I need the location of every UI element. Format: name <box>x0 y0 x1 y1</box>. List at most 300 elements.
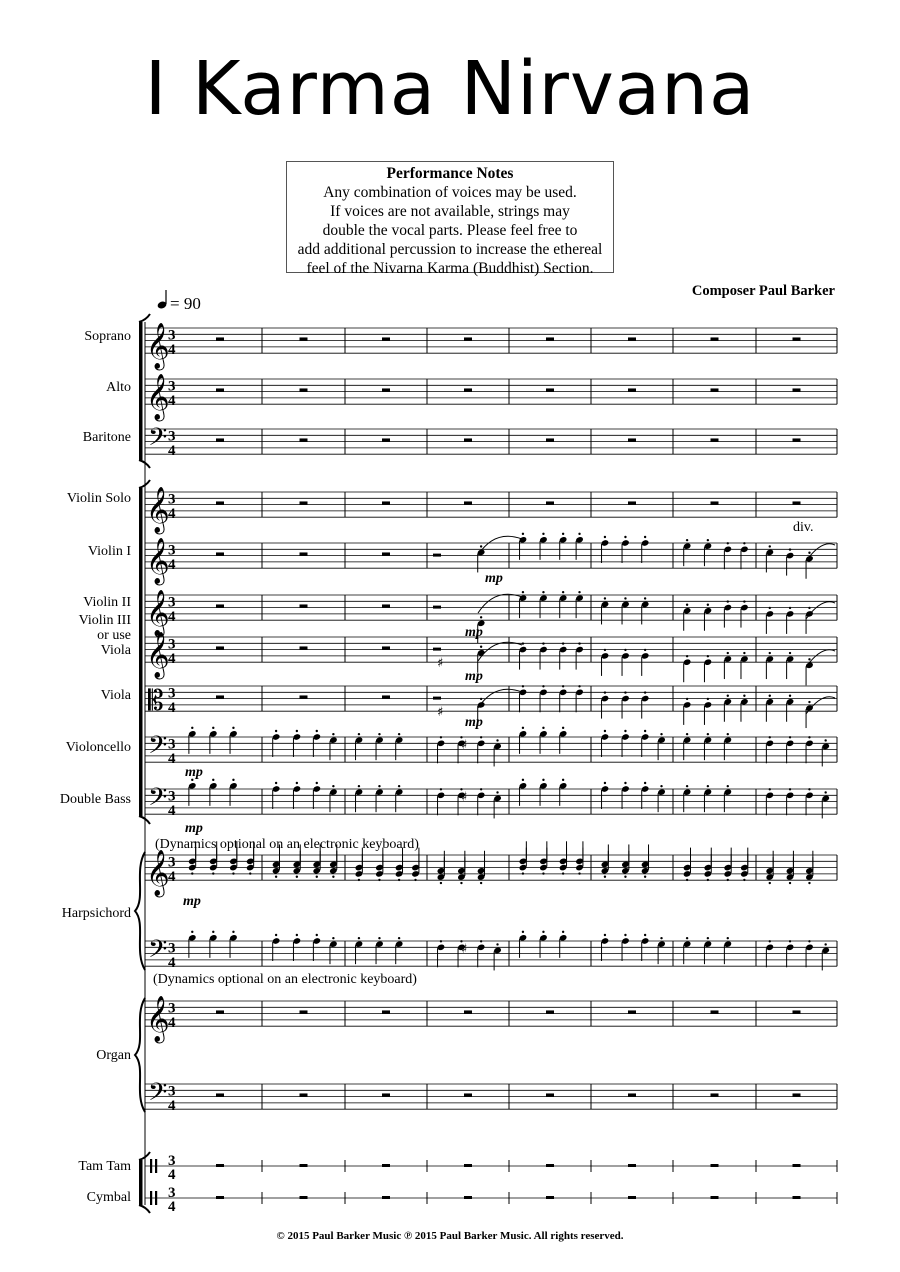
time-signature-bottom: 4 <box>168 1199 176 1215</box>
staccato-dot <box>522 591 524 593</box>
whole-rest <box>216 438 224 441</box>
whole-rest <box>464 337 472 340</box>
time-signature-bottom: 4 <box>168 651 176 668</box>
staccato-dot <box>522 779 524 781</box>
staccato-dot <box>686 785 688 787</box>
staccato-dot <box>578 642 580 644</box>
rest <box>382 1196 390 1199</box>
staccato-dot <box>542 727 544 729</box>
staccato-dot <box>542 931 544 933</box>
instrument-label-violin-solo <box>67 491 131 506</box>
sharp-sign: ♯ <box>437 705 444 720</box>
whole-rest <box>546 388 554 391</box>
staccato-dot <box>604 782 606 784</box>
staccato-dot <box>358 785 360 787</box>
rest <box>300 1196 308 1199</box>
staccato-dot <box>727 785 729 787</box>
whole-rest <box>628 388 636 391</box>
rest <box>300 1164 308 1167</box>
time-signature-top: 3 <box>168 1185 176 1201</box>
staccato-dot <box>522 685 524 687</box>
staccato-dot <box>480 736 482 738</box>
staccato-dot <box>542 872 544 874</box>
staccato-dot <box>542 779 544 781</box>
staccato-dot <box>440 940 442 942</box>
staccato-dot <box>808 701 810 703</box>
staccato-dot <box>414 879 416 881</box>
staccato-dot <box>789 695 791 697</box>
staccato-dot <box>522 727 524 729</box>
time-signature-bottom: 4 <box>168 869 176 886</box>
time-signature-top: 3 <box>168 428 176 445</box>
bracket-bar <box>139 322 143 460</box>
instrument-label-line: Baritone <box>82 430 131 445</box>
staccato-dot <box>808 552 810 554</box>
staccato-dot <box>644 536 646 538</box>
staccato-dot <box>624 691 626 693</box>
whole-rest <box>382 501 390 504</box>
staccato-dot <box>562 685 564 687</box>
whole-rest <box>628 438 636 441</box>
staccato-dot <box>727 733 729 735</box>
tempo-text: = 90 <box>170 294 201 313</box>
whole-rest <box>464 501 472 504</box>
instrument-label-violoncello <box>66 740 131 755</box>
staccato-dot <box>624 934 626 936</box>
whole-rest <box>711 1010 719 1013</box>
staccato-dot <box>808 788 810 790</box>
staccato-dot <box>686 879 688 881</box>
staccato-dot <box>769 788 771 790</box>
staccato-dot <box>398 937 400 939</box>
staccato-dot <box>332 937 334 939</box>
staccato-dot <box>769 736 771 738</box>
instrument-label-line: Harpsichord <box>61 906 131 921</box>
staccato-dot <box>727 879 729 881</box>
treble-clef: 𝄞 <box>146 487 170 534</box>
staccato-dot <box>480 788 482 790</box>
rest <box>216 1196 224 1199</box>
staccato-dot <box>440 788 442 790</box>
staccato-dot <box>358 937 360 939</box>
treble-clef: 𝄞 <box>146 590 170 637</box>
staccato-dot <box>789 607 791 609</box>
time-signature-top: 3 <box>168 854 176 871</box>
staccato-dot <box>624 597 626 599</box>
staccato-dot <box>727 652 729 654</box>
harpsichord-brace <box>135 852 145 970</box>
tempo-marking <box>157 290 201 313</box>
rest <box>711 1196 719 1199</box>
whole-rest <box>216 501 224 504</box>
performance-notes-heading: Performance Notes <box>386 165 514 182</box>
staccato-dot <box>604 536 606 538</box>
staccato-dot <box>191 931 193 933</box>
whole-rest <box>216 337 224 340</box>
rest <box>793 1196 801 1199</box>
dynamic-mp: mp <box>465 669 483 684</box>
sharp-sign: ♯ <box>461 738 468 753</box>
whole-rest <box>628 1093 636 1096</box>
whole-rest <box>300 552 308 555</box>
whole-rest <box>711 438 719 441</box>
time-signature-bottom: 4 <box>168 751 176 768</box>
whole-rest <box>216 604 224 607</box>
time-signature-bottom: 4 <box>168 609 176 626</box>
time-signature-bottom: 4 <box>168 393 176 410</box>
time-signature-bottom: 4 <box>168 1015 176 1032</box>
instrument-label-line: Violin III <box>78 613 131 628</box>
time-signature-top: 3 <box>168 1083 176 1100</box>
staccato-dot <box>686 539 688 541</box>
staccato-dot <box>191 872 193 874</box>
whole-rest <box>382 1010 390 1013</box>
staccato-dot <box>275 730 277 732</box>
staccato-dot <box>624 730 626 732</box>
staccato-dot <box>578 872 580 874</box>
time-signature-bottom: 4 <box>168 506 176 523</box>
staccato-dot <box>480 545 482 547</box>
time-signature-top: 3 <box>168 736 176 753</box>
whole-rest <box>546 501 554 504</box>
staccato-dot <box>624 649 626 651</box>
time-signature-bottom: 4 <box>168 1167 176 1183</box>
whole-rest <box>216 552 224 555</box>
staccato-dot <box>480 940 482 942</box>
staff-cymbal <box>145 1185 837 1215</box>
staccato-dot <box>480 698 482 700</box>
staccato-dot <box>824 739 826 741</box>
treble-clef: 𝄞 <box>146 850 170 897</box>
staff-organ-low <box>145 1078 837 1114</box>
staccato-dot <box>624 876 626 878</box>
instrument-label-line: Viola <box>100 643 131 658</box>
staccato-dot <box>398 785 400 787</box>
slur <box>478 642 522 661</box>
bass-clef: 𝄢 <box>148 1077 168 1113</box>
sharp-sign: ♯ <box>461 942 468 957</box>
instrument-label-alto <box>106 380 131 395</box>
instrument-label-line: Cymbal <box>86 1190 131 1205</box>
bracket-hook <box>139 314 150 322</box>
staccato-dot <box>727 695 729 697</box>
whole-rest <box>711 501 719 504</box>
rest <box>382 1164 390 1167</box>
time-signature-top: 3 <box>168 542 176 559</box>
rest <box>546 1164 554 1167</box>
staccato-dot <box>296 782 298 784</box>
staccato-dot <box>686 733 688 735</box>
staccato-dot <box>378 785 380 787</box>
half-rest <box>433 648 441 651</box>
staff-viola <box>145 684 837 717</box>
staccato-dot <box>440 736 442 738</box>
time-signature-top: 3 <box>168 491 176 508</box>
staccato-dot <box>232 872 234 874</box>
staccato-dot <box>707 879 709 881</box>
time-signature-top: 3 <box>168 1000 176 1017</box>
slur <box>478 594 522 613</box>
staccato-dot <box>398 879 400 881</box>
whole-rest <box>793 1010 801 1013</box>
copyright-notice: © 2015 Paul Barker Music ℗ 2015 Paul Barker Music. All rights reserved. <box>276 1230 624 1242</box>
staff-soprano <box>145 323 837 371</box>
instrument-labels <box>60 329 132 1205</box>
staccato-dot <box>212 931 214 933</box>
time-signature-bottom: 4 <box>168 955 176 972</box>
instrument-label-line: Soprano <box>84 329 131 344</box>
staccato-dot <box>644 730 646 732</box>
staccato-dot <box>824 943 826 945</box>
whole-rest <box>300 337 308 340</box>
whole-rest <box>300 646 308 649</box>
composer-credit: Composer Paul Barker <box>691 283 835 299</box>
rest <box>628 1164 636 1167</box>
bass-clef: 𝄢 <box>148 730 168 766</box>
dynamic-mp: mp <box>465 715 483 730</box>
staccato-dot <box>789 940 791 942</box>
dynamic-mp: mp <box>465 625 483 640</box>
treble-clef: 𝄞 <box>146 538 170 585</box>
staccato-dot <box>522 872 524 874</box>
whole-rest <box>300 501 308 504</box>
bass-clef: 𝄢 <box>148 422 168 458</box>
whole-rest <box>300 1093 308 1096</box>
sharp-sign: ♯ <box>437 656 444 671</box>
whole-rest <box>382 646 390 649</box>
bracket-bar <box>139 1160 143 1205</box>
staccato-dot <box>542 533 544 535</box>
rest <box>793 1164 801 1167</box>
instrument-label-line: Organ <box>96 1048 131 1063</box>
note <box>704 655 713 682</box>
staccato-dot <box>480 646 482 648</box>
staccato-dot <box>644 782 646 784</box>
whole-rest <box>216 695 224 698</box>
time-signature-top: 3 <box>168 940 176 957</box>
staccato-dot <box>522 931 524 933</box>
staccato-dot <box>789 652 791 654</box>
time-signature-top: 3 <box>168 327 176 344</box>
staccato-dot <box>624 782 626 784</box>
staccato-dot <box>644 649 646 651</box>
staccato-dot <box>743 600 745 602</box>
staccato-dot <box>707 937 709 939</box>
instrument-label-line: Double Bass <box>59 792 131 807</box>
staccato-dot <box>604 934 606 936</box>
staff-alto <box>145 374 837 422</box>
staccato-dot <box>275 934 277 936</box>
staccato-dot <box>707 733 709 735</box>
time-signature-top: 3 <box>168 636 176 653</box>
instrument-label-line: Tam Tam <box>78 1159 131 1174</box>
staccato-dot <box>824 791 826 793</box>
staccato-dot <box>707 539 709 541</box>
instrument-label-line: Viola <box>100 688 131 703</box>
staccato-dot <box>212 779 214 781</box>
whole-rest <box>793 1093 801 1096</box>
whole-rest <box>628 501 636 504</box>
whole-rest <box>382 1093 390 1096</box>
staccato-dot <box>769 882 771 884</box>
staff-baritone <box>145 423 837 459</box>
staccato-dot <box>562 591 564 593</box>
time-signature-bottom: 4 <box>168 700 176 717</box>
score-title: I Karma Nirvana <box>144 46 756 132</box>
staccato-dot <box>743 695 745 697</box>
staccato-dot <box>604 597 606 599</box>
staccato-dot <box>232 779 234 781</box>
time-signature-bottom: 4 <box>168 342 176 359</box>
instrument-label-organ <box>96 1048 131 1063</box>
whole-rest <box>793 388 801 391</box>
staccato-dot <box>542 591 544 593</box>
staccato-dot <box>624 536 626 538</box>
percussion-clef <box>155 1191 157 1205</box>
staccato-dot <box>707 655 709 657</box>
staff-violoncello <box>145 731 837 767</box>
staccato-dot <box>707 698 709 700</box>
staccato-dot <box>743 879 745 881</box>
dynamic-mp: mp <box>183 894 201 909</box>
staccato-dot <box>522 533 524 535</box>
time-signature-bottom: 4 <box>168 803 176 820</box>
staccato-dot <box>769 695 771 697</box>
whole-rest <box>382 604 390 607</box>
whole-rest <box>382 337 390 340</box>
time-signature-bottom: 4 <box>168 557 176 574</box>
time-signature-top: 3 <box>168 1153 176 1169</box>
whole-rest <box>464 1093 472 1096</box>
staccato-dot <box>644 691 646 693</box>
bass-clef: 𝄢 <box>148 782 168 818</box>
staccato-dot <box>275 876 277 878</box>
staccato-dot <box>604 649 606 651</box>
staccato-dot <box>358 733 360 735</box>
staccato-dot <box>316 782 318 784</box>
staccato-dot <box>769 607 771 609</box>
div-marking: div. <box>793 520 814 535</box>
staccato-dot <box>660 733 662 735</box>
bracket-hook <box>139 1205 150 1213</box>
whole-rest <box>300 604 308 607</box>
alto-clef: 𝄡 <box>148 684 164 718</box>
staccato-dot <box>460 882 462 884</box>
staccato-dot <box>578 533 580 535</box>
rest <box>464 1196 472 1199</box>
whole-rest <box>464 438 472 441</box>
performance-notes-line: feel of the Nivarna Karma (Buddhist) Section. <box>306 260 594 277</box>
instrument-label-line: Violoncello <box>65 740 131 755</box>
time-signature-top: 3 <box>168 594 176 611</box>
staccato-dot <box>769 652 771 654</box>
performance-notes-line: add additional percussion to increase the ethereal <box>297 241 603 258</box>
bass-clef: 𝄢 <box>148 934 168 970</box>
whole-rest <box>711 1093 719 1096</box>
instrument-label-violin-2 <box>83 595 131 610</box>
rest <box>546 1196 554 1199</box>
staccato-dot <box>808 658 810 660</box>
staccato-dot <box>707 785 709 787</box>
performance-notes-line: Any combination of voices may be used. <box>323 184 577 201</box>
instrument-label-line: Violin Solo <box>66 491 131 506</box>
staccato-dot <box>212 872 214 874</box>
whole-rest <box>382 438 390 441</box>
staccato-dot <box>562 533 564 535</box>
staccato-dot <box>789 788 791 790</box>
staccato-dot <box>808 736 810 738</box>
staccato-dot <box>604 876 606 878</box>
dynamic-mp: mp <box>185 765 203 780</box>
dynamic-mp: mp <box>485 571 503 586</box>
percussion-clef <box>155 1159 157 1173</box>
whole-rest <box>300 695 308 698</box>
sharp-sign: ♯ <box>461 790 468 805</box>
staccato-dot <box>562 727 564 729</box>
half-rest <box>433 554 441 557</box>
staccato-dot <box>496 943 498 945</box>
staccato-dot <box>789 882 791 884</box>
instrument-label-soprano <box>84 329 131 344</box>
instrument-label-line: Violin II <box>83 595 131 610</box>
staccato-dot <box>789 736 791 738</box>
time-signature-top: 3 <box>168 685 176 702</box>
staccato-dot <box>249 872 251 874</box>
staccato-dot <box>604 691 606 693</box>
rest <box>464 1164 472 1167</box>
staff-violin-solo <box>145 487 837 535</box>
staccato-dot <box>686 604 688 606</box>
staccato-dot <box>316 876 318 878</box>
staccato-dot <box>644 876 646 878</box>
staccato-dot <box>522 642 524 644</box>
staccato-dot <box>660 937 662 939</box>
staccato-dot <box>296 934 298 936</box>
staccato-dot <box>275 782 277 784</box>
instrument-label-line: Alto <box>106 380 131 395</box>
whole-rest <box>546 337 554 340</box>
staccato-dot <box>480 616 482 618</box>
whole-rest <box>382 388 390 391</box>
staccato-dot <box>578 591 580 593</box>
staccato-dot <box>660 785 662 787</box>
staccato-dot <box>743 542 745 544</box>
bracket-bar <box>139 488 143 816</box>
half-rest <box>433 606 441 609</box>
staff-violin-3 <box>145 632 837 680</box>
staccato-dot <box>542 685 544 687</box>
whole-rest <box>382 695 390 698</box>
staccato-dot <box>769 545 771 547</box>
instrument-label-double-bass <box>60 792 131 807</box>
whole-rest <box>216 388 224 391</box>
staff-harpsichord-low <box>145 935 837 971</box>
staccato-dot <box>212 727 214 729</box>
whole-rest <box>300 438 308 441</box>
staccato-dot <box>232 727 234 729</box>
staccato-dot <box>727 937 729 939</box>
rest <box>216 1164 224 1167</box>
performance-notes-line: double the vocal parts. Please feel free to <box>322 222 578 239</box>
whole-rest <box>464 1010 472 1013</box>
organ-dynamics-note: (Dynamics optional on an electronic keyboard) <box>153 972 417 987</box>
staccato-dot <box>378 879 380 881</box>
staccato-dot <box>644 934 646 936</box>
half-rest <box>433 697 441 700</box>
staccato-dot <box>562 779 564 781</box>
instrument-label-cymbal <box>87 1190 131 1205</box>
note <box>683 655 692 682</box>
